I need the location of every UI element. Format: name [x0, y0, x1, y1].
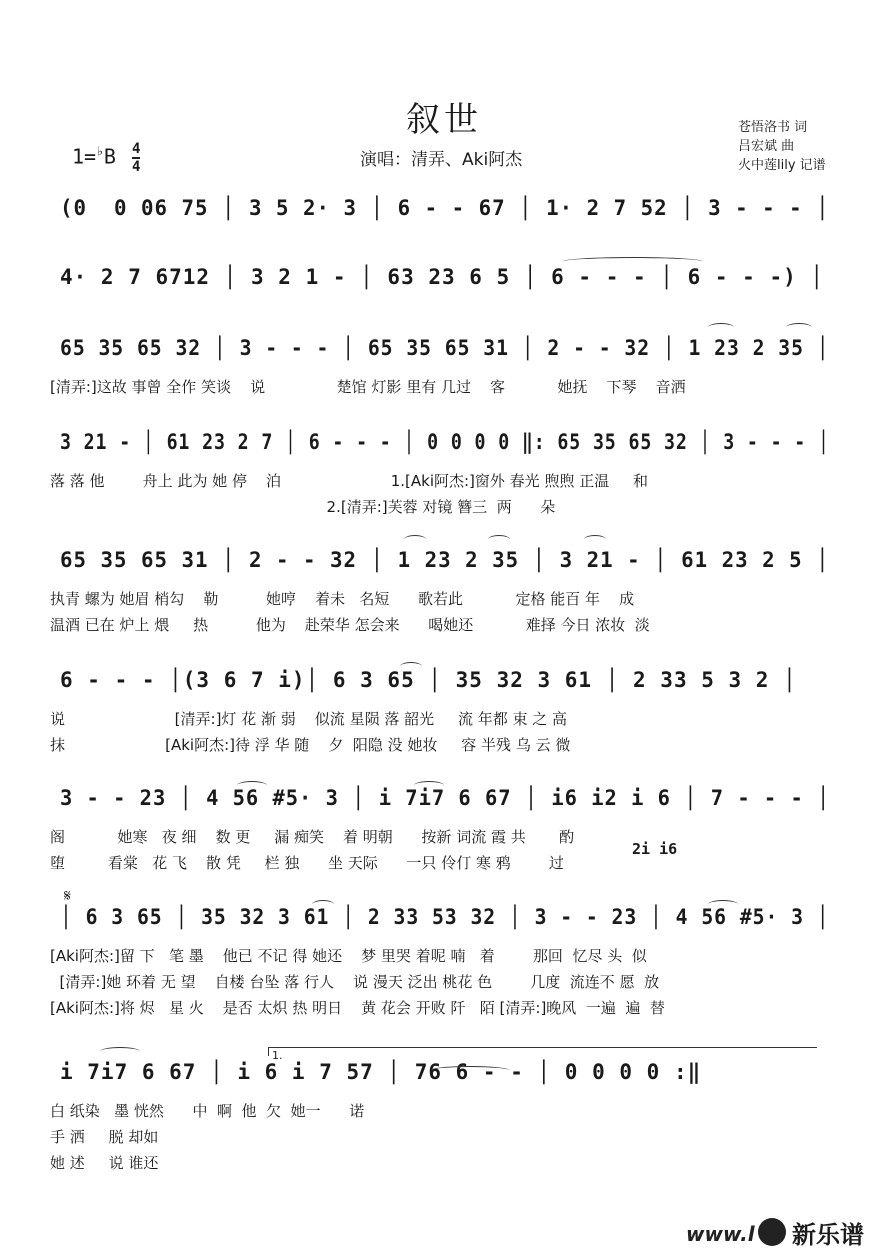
song-title: 叙世	[406, 100, 482, 140]
slur-mark	[237, 781, 267, 790]
lyricist-credit: 苍悟洛书 词	[738, 120, 808, 135]
slur-mark	[488, 535, 510, 544]
time-signature	[132, 142, 140, 174]
lyric-line: 她 述 说 谁还	[50, 1154, 159, 1172]
segno-sign: 𝄋	[64, 886, 71, 905]
slur-mark	[786, 323, 812, 332]
key-signature	[72, 142, 140, 174]
slur-mark	[400, 662, 422, 671]
lyric-line: 抹 [Aki阿杰:]待 浮 华 随 夕 阳隐 没 她妆 容 半残 乌 云 微	[50, 736, 571, 754]
watermark: www.l	[686, 1222, 755, 1246]
notation-line: i 7i7 6 67 │ i 6 i 7 57 │ 76 6 - - │ 0 0 0 0 :‖	[60, 1060, 702, 1084]
composer-credit: 吕宏斌 曲	[738, 139, 795, 154]
lyric-line: [Aki阿杰:]将 烬 星 火 是否 太炽 热 明日 黄 花会 开败 阡 陌 [清弄:]晚风 一遍 遍 替	[50, 999, 665, 1017]
slur-mark	[414, 781, 444, 790]
lyric-line: [清弄:]她 环着 无 望 自楼 台坠 落 行人 说 漫天 泛出 桃花 色 几度 流连不 愿 放	[50, 973, 660, 991]
notation-line: 3 21 - │ 61 23 2 7 │ 6 - - - │ 0 0 0 0 ‖: 65 35 65 32 │ 3 - - - │	[60, 430, 830, 454]
lyric-line: [清弄:]这故 事曾 全作 笑谈 说 楚馆 灯影 里有 几过 客 她抚 下琴 音洒	[50, 378, 686, 396]
singers: 演唱：清弄、Aki阿杰	[360, 150, 523, 170]
transcriber-credit: 火中莲lily 记谱	[738, 158, 826, 173]
notation-line: │ 6 3 65 │ 35 32 3 61 │ 2 33 53 32 │ 3 - - 23 │ 4 56 #5· 3 │	[60, 905, 830, 929]
first-ending-bracket	[268, 1047, 817, 1056]
notation-line: 4· 2 7 6712 │ 3 2 1 - │ 63 23 6 5 │ 6 - - - │ 6 - - -) │	[60, 265, 825, 289]
notation-line: 3 - - 23 │ 4 56 #5· 3 │ i 7i7 6 67 │ i6 i2 i 6 │ 7 - - - │	[60, 786, 831, 810]
notation-line: 65 35 65 32 │ 3 - - - │ 65 35 65 31 │ 2 - - 32 │ 1 23 2 35 │	[60, 336, 830, 360]
site-logo: 新乐谱	[792, 1221, 864, 1249]
notation-line: 6 - - - │(3 6 7 i)│ 6 3 65 │ 35 32 3 61 │ 2 33 5 3 2 │	[60, 668, 797, 692]
slur-mark	[708, 900, 738, 909]
logo-icon	[758, 1218, 786, 1246]
lyric-line: 落 落 他 舟上 此为 她 停 泊 1.[Aki阿杰:]窗外 春光 煦煦 正温 和	[50, 472, 649, 490]
lyric-line: 堕 看棠 花 飞 散 凭 栏 独 坐 天际 一只 伶仃 寒 鸦 过	[50, 854, 564, 872]
notation-line: (0 0 06 75 │ 3 5 2· 3 │ 6 - - 67 │ 1· 2 7 52 │ 3 - - - │	[60, 196, 830, 220]
slur-mark	[100, 1047, 140, 1056]
lyric-line: 说 [清弄:]灯 花 渐 弱 似流 星陨 落 韶光 流 年都 束 之 高	[50, 710, 568, 728]
lyric-line: 手 洒 脱 却如	[50, 1128, 159, 1146]
notation-line: 65 35 65 31 │ 2 - - 32 │ 1 23 2 35 │ 3 21 - │ 61 23 2 5 │	[60, 548, 830, 572]
lyric-line: 执青 螺为 她眉 梢勾 勒 她哼 着未 名短 歌若此 定格 能百 年 成	[50, 590, 635, 608]
slur-mark	[708, 323, 734, 332]
slur-mark	[404, 535, 426, 544]
lyric-line: 温酒 已在 炉上 煨 热 他为 赴荣华 怎会来 喝她还 难择 今日 浓妆 淡	[50, 616, 650, 634]
credits	[738, 118, 826, 175]
first-ending-label: 1.	[272, 1049, 283, 1062]
key-prefix: 1=	[72, 144, 97, 169]
lyric-line: 阁 她寒 夜 细 数 更 漏 痴笑 着 明朝 按新 词流 霞 共 酌	[50, 828, 575, 846]
slur-mark	[584, 535, 606, 544]
time-signature-bottom: 4	[132, 159, 141, 175]
key-note: B	[103, 144, 116, 169]
slur-mark	[430, 1066, 510, 1075]
lyric-line: 白 纸染 墨 恍然 中 啊 他 欠 她一 诺	[50, 1102, 365, 1120]
lyric-line: [Aki阿杰:]留 下 笔 墨 他已 不记 得 她还 梦 里哭 着呢 喃 着 那回 忆尽 头 似	[50, 947, 647, 965]
slur-mark	[563, 257, 703, 266]
grace-notes: 2i i6	[632, 840, 678, 858]
slur-mark	[312, 900, 334, 909]
time-signature-top: 4	[132, 141, 141, 157]
flat-sign: ♭	[96, 144, 104, 160]
lyric-line: 2.[清弄:]芙蓉 对镜 簪三 两 朵	[50, 498, 556, 516]
